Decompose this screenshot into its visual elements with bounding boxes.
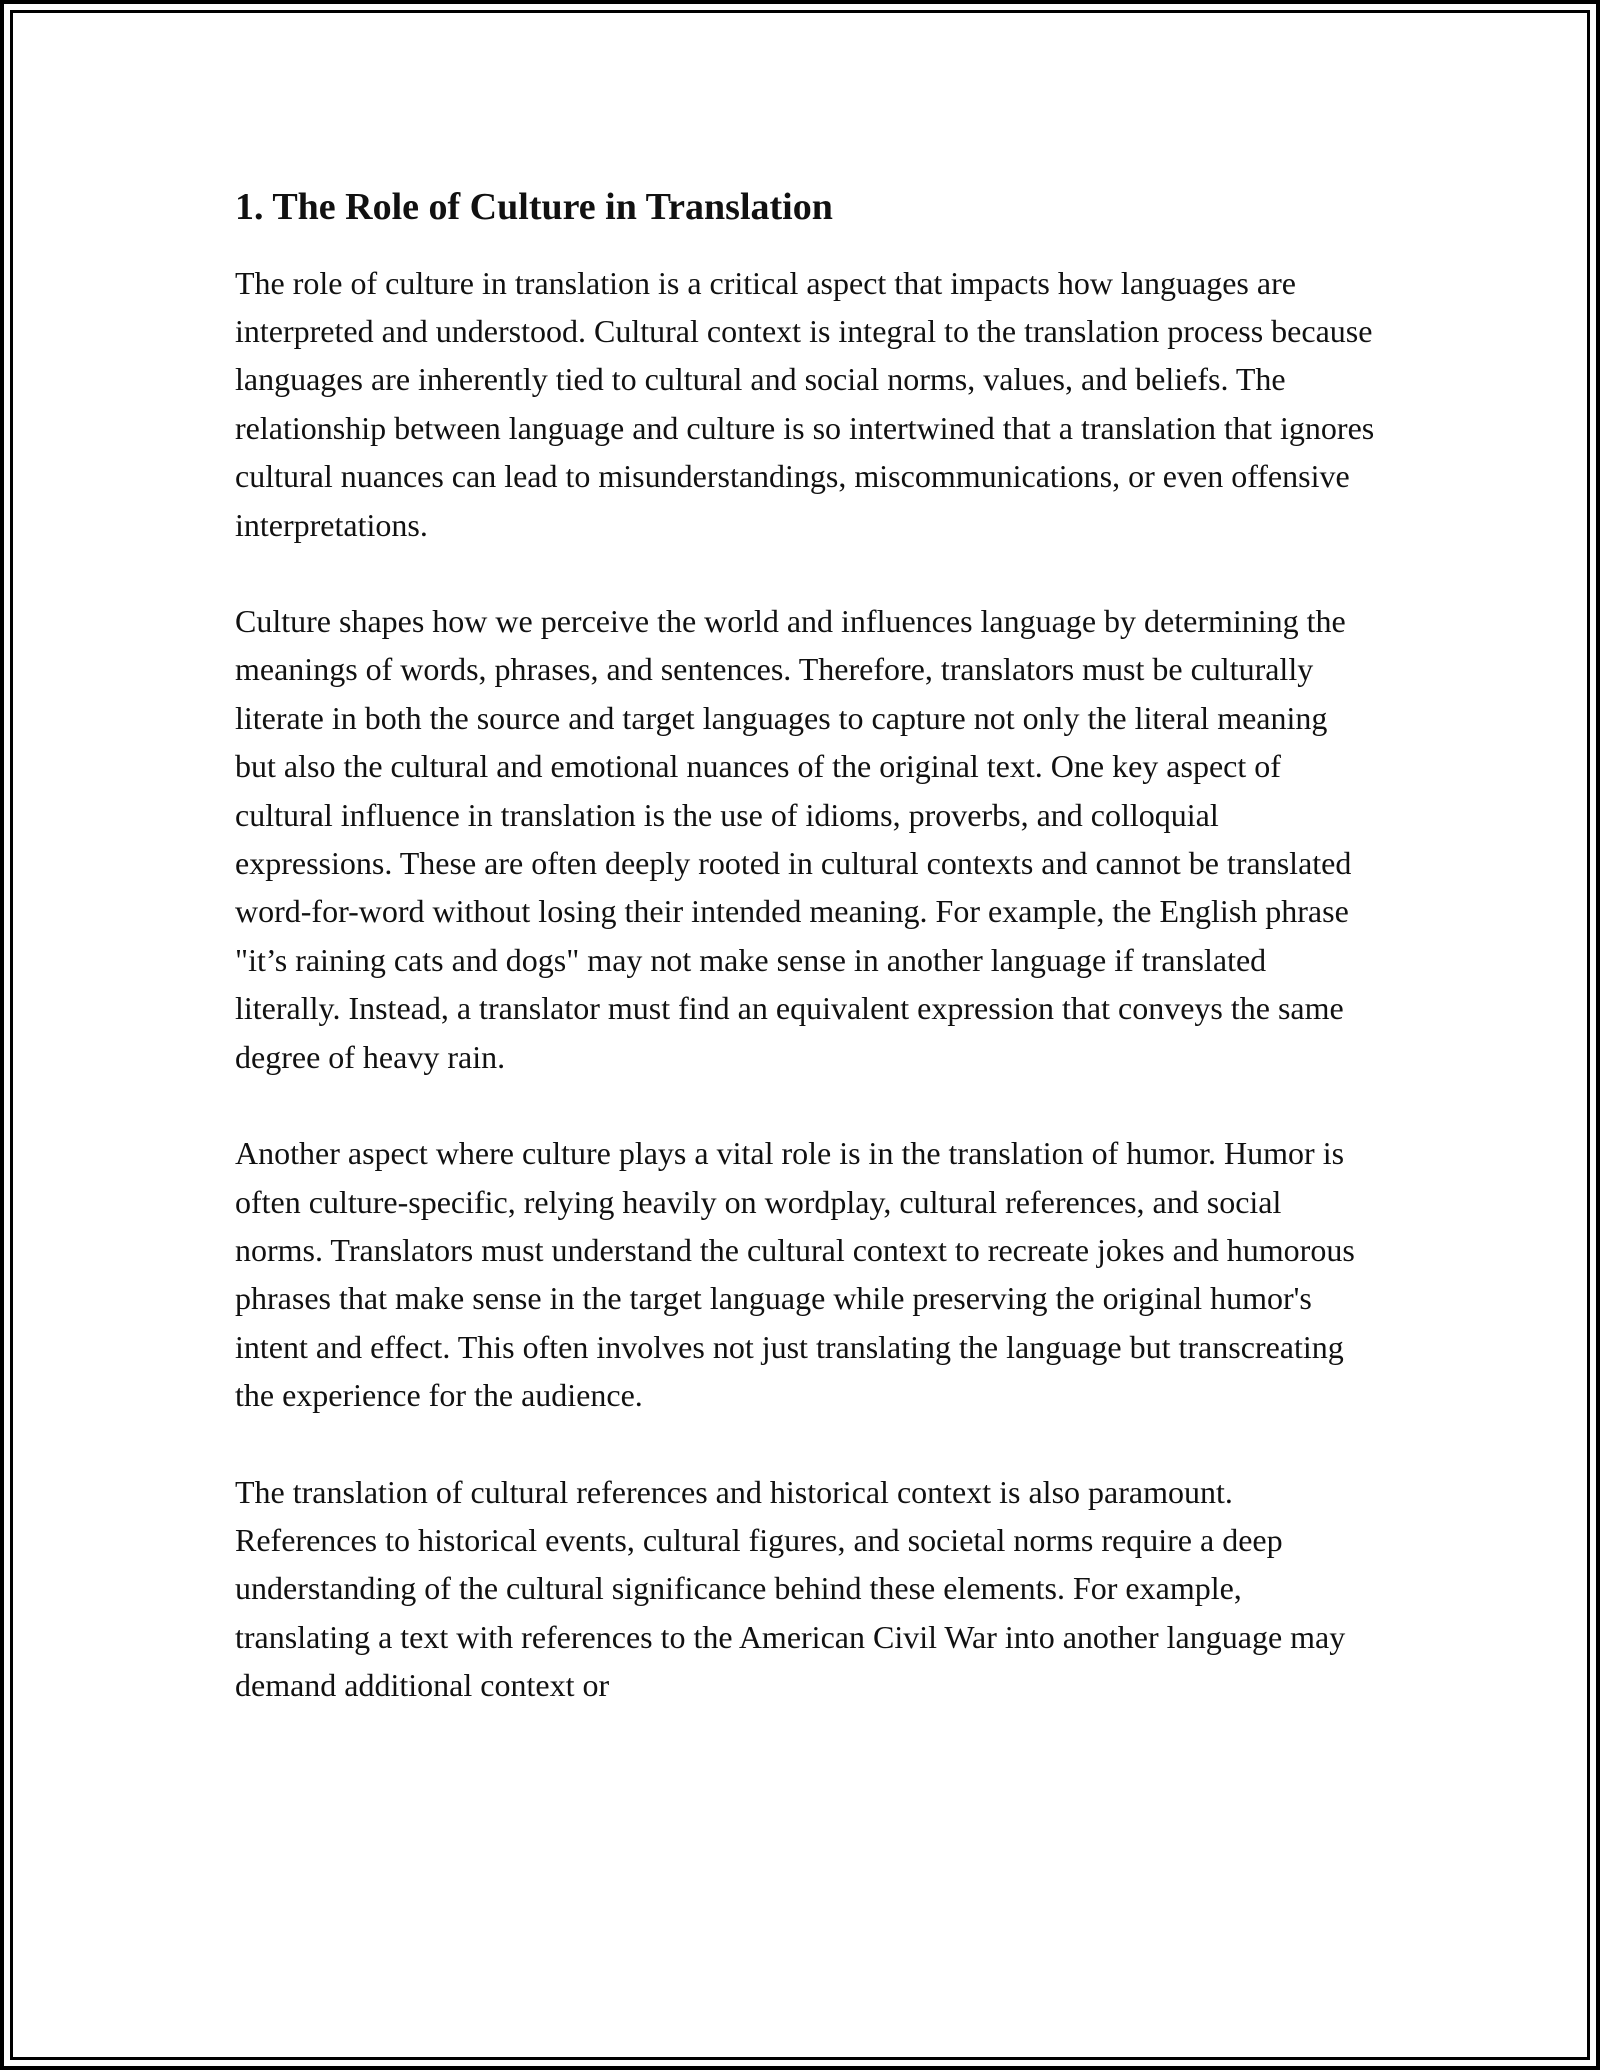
section-heading: 1. The Role of Culture in Translation	[235, 186, 833, 228]
paragraph-culture-role: The role of culture in translation is a critical aspect that impacts how languages are interpreted and understood. Cultural context is integral to the translation process because languages are inherently tied to cultural and social norms, values, and beliefs. The relationship between language and culture is so intertwined that a translation that ignores cultural nuances can lead to misunderstandings, miscommunications, or even offensive interpretations.	[235, 264, 1375, 543]
paragraph-historical-context: The translation of cultural references and historical context is also paramount. References to historical events, cultural figures, and societal norms require a deep understanding of the cultural significance behind these elements. For example, translating a text with references to the American Civil War into another language may demand additional context or	[235, 1473, 1346, 1704]
document-body	[235, 185, 1375, 1758]
paragraph-idioms: Culture shapes how we perceive the world and influences language by determining the meanings of words, phrases, and sentences. Therefore, translators must be culturally literate in both the source and target languages to capture not only the literal meaning but also the cultural and emotional nuances of the original text. One key aspect of cultural influence in translation is the use of idioms, proverbs, and colloquial expressions. These are often deeply rooted in cultural contexts and cannot be translated word-for-word without losing their intended meaning. For example, the English phrase "it’s raining cats and dogs" may not make sense in another language if translated literally. Instead, a translator must find an equivalent expression that conveys the same degree of heavy rain.	[235, 603, 1352, 1075]
paragraph-humor: Another aspect where culture plays a vital role is in the translation of humor. Humor is often culture-specific, relying heavily on wordplay, cultural references, and social norms. Translators must understand the cultural context to recreate jokes and humorous phrases that make sense in the target language while preserving the original humor's intent and effect. This often involves not just translating the language but transcreating the experience for the audience.	[235, 1135, 1355, 1414]
